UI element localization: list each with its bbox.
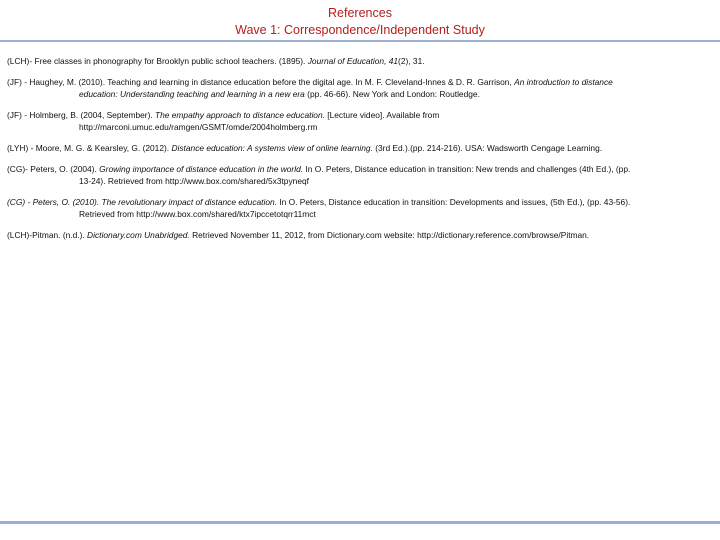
reference-item (7, 76, 713, 100)
reference-source-title: education: Understanding teaching and learning in a new era (79, 89, 305, 99)
reference-list (7, 55, 713, 250)
reference-item (7, 163, 713, 187)
reference-text: (pp. 46-66). New York and London: Routledge. (304, 89, 480, 99)
reference-url: 13-24). Retrieved from http://www.box.com/shared/5x3tpyneqf (79, 176, 309, 186)
reference-text: (LYH) - Moore, M. G. & Kearsley, G. (2012). (7, 143, 172, 153)
reference-text: (LCH)- Free classes in phonography for Brooklyn public school teachers. (1895). (7, 56, 308, 66)
reference-text: (JF) - Haughey, M. (2010). Teaching and learning in distance education before the digital age. In M. F. Cleveland-Innes & D. R. Garrison, (7, 77, 515, 87)
reference-item (7, 55, 713, 67)
reference-url: Retrieved from http://www.box.com/shared/ktx7ipccetotqrr11mct (79, 209, 316, 219)
reference-item (7, 229, 713, 241)
footer-divider (0, 521, 720, 524)
reference-source-title: Dictionary.com Unabridged. (87, 230, 190, 240)
reference-source-title: An introduction to distance (514, 77, 613, 87)
reference-text: (CG) - Peters, O. (2010). (7, 197, 102, 207)
reference-text: In O. Peters, Distance education in transition: Developments and issues, (5th Ed.), (pp. 43-56). (277, 197, 631, 207)
reference-text: In O. Peters, Distance education in transition: New trends and challenges (4th Ed.), (pp. (303, 164, 631, 174)
reference-text: (2), 31. (398, 56, 425, 66)
reference-text: (JF) - Holmberg, B. (2004, September). (7, 110, 156, 120)
page-subtitle: Wave 1: Correspondence/Independent Study (235, 23, 485, 37)
page-title: References (328, 6, 392, 20)
header-divider (0, 40, 720, 42)
reference-text: (3rd Ed.).(pp. 214-216). USA: Wadsworth Cengage Learning. (372, 143, 603, 153)
reference-source-title: Distance education: A systems view of online learning. (171, 143, 373, 153)
reference-source-title: The revolutionary impact of distance education. (101, 197, 277, 207)
reference-item (7, 196, 713, 220)
reference-url: http://marconi.umuc.edu/ramgen/GSMT/omde/2004holmberg.rm (79, 122, 318, 132)
reference-source-title: Journal of Education, 41 (307, 56, 399, 66)
reference-text: [Lecture video]. Available from (324, 110, 440, 120)
reference-source-title: Growing importance of distance education in the world. (99, 164, 304, 174)
reference-source-title: The empathy approach to distance education. (155, 110, 325, 120)
reference-text: Retrieved November 11, 2012, from Dictionary.com website: http://dictionary.reference.com/browse/Pitman. (189, 230, 590, 240)
reference-text: (LCH)-Pitman. (n.d.). (7, 230, 88, 240)
reference-text: (CG)- Peters, O. (2004). (7, 164, 100, 174)
reference-item (7, 109, 713, 133)
reference-item (7, 142, 713, 154)
